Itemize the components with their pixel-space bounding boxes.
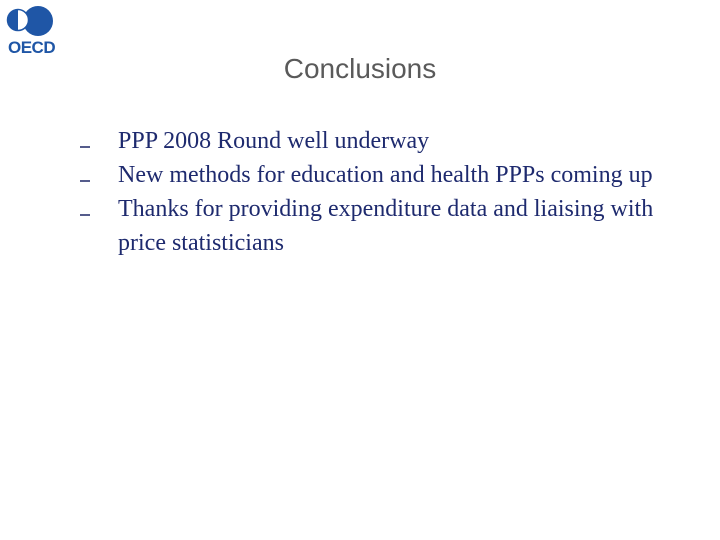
oecd-logo [6, 6, 58, 56]
slide-title: Conclusions [283, 53, 437, 84]
dash-bullet-icon [80, 158, 92, 192]
dash-bullet-icon [80, 192, 92, 226]
bullet-item [0, 192, 720, 260]
dash-bullet-icon [80, 124, 92, 158]
oecd-wordmark: OECD [8, 38, 56, 57]
bullet-item [0, 158, 720, 192]
oecd-emblem-icon [6, 6, 58, 40]
bullet-text: New methods for education and health PPPs coming up [118, 162, 653, 188]
bullet-list [0, 124, 720, 260]
bullet-text: PPP 2008 Round well underway [118, 128, 430, 154]
bullet-item [0, 124, 720, 158]
bullet-text: Thanks for providing expenditure data and liaising with price statisticians [118, 196, 654, 256]
